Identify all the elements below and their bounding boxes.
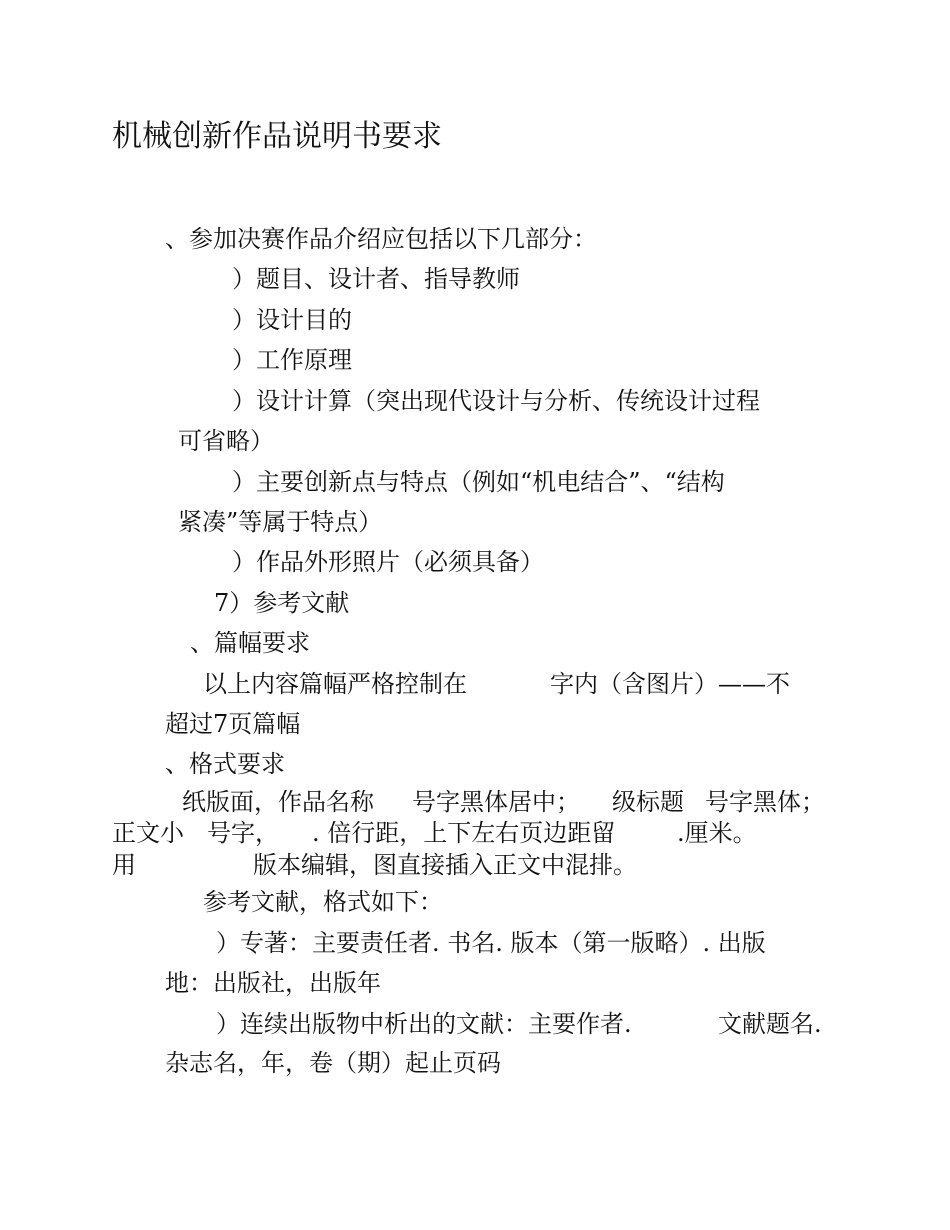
section1-item: ）主要创新点与特点（例如“机电结合”、“结构	[232, 468, 725, 496]
reference-heading: 参考文献，格式如下：	[203, 888, 443, 916]
section3-text: 纸版面，作品名称	[182, 788, 374, 816]
reference-item-continued: 地：出版社，出版年	[165, 969, 381, 997]
section1-item-continued: 可省略）	[178, 427, 274, 455]
reference-item: ）专著：主要责任者. 书名. 版本（第一版略）. 出版	[216, 929, 766, 957]
reference-item-continued: 杂志名，年，卷（期）起止页码	[165, 1049, 501, 1077]
section3-text: . 倍行距，上下左右页边距留	[312, 819, 616, 847]
section3-text: 号字黑体居中；	[412, 788, 580, 816]
section3-text: 级标题	[612, 788, 684, 816]
section3-heading: 、格式要求	[165, 750, 285, 778]
section1-item: ）设计计算（突出现代设计与分析、传统设计过程	[232, 387, 760, 415]
section2-text: 超过7页篇幅	[165, 710, 301, 738]
reference-item: 文献题名.	[718, 1010, 822, 1038]
section1-item: ）作品外形照片（必须具备）	[232, 548, 544, 576]
section1-item: 7）参考文献	[214, 589, 350, 617]
section1-heading: 、参加决赛作品介绍应包括以下几部分：	[165, 225, 597, 253]
section3-text: 正文小	[112, 819, 184, 847]
section2-heading: 、篇幅要求	[190, 629, 310, 657]
reference-item: ）连续出版物中析出的文献：主要作者.	[216, 1010, 632, 1038]
section1-item: ）题目、设计者、指导教师	[232, 265, 520, 293]
section3-text: 号字，	[207, 819, 279, 847]
section2-text: 字内（含图片）——不	[550, 670, 790, 698]
section1-item: ）工作原理	[232, 346, 352, 374]
section3-text: 号字黑体；	[705, 788, 825, 816]
section1-item-continued: 紧凑”等属于特点）	[178, 508, 383, 536]
section3-text: 用	[112, 851, 136, 879]
section3-text: 版本编辑，图直接插入正文中混排。	[253, 851, 637, 879]
section2-text: 以上内容篇幅严格控制在	[203, 670, 467, 698]
page-title: 机械创新作品说明书要求	[112, 119, 442, 154]
section3-text: .厘米。	[677, 819, 757, 847]
section1-item: ）设计目的	[232, 306, 352, 334]
